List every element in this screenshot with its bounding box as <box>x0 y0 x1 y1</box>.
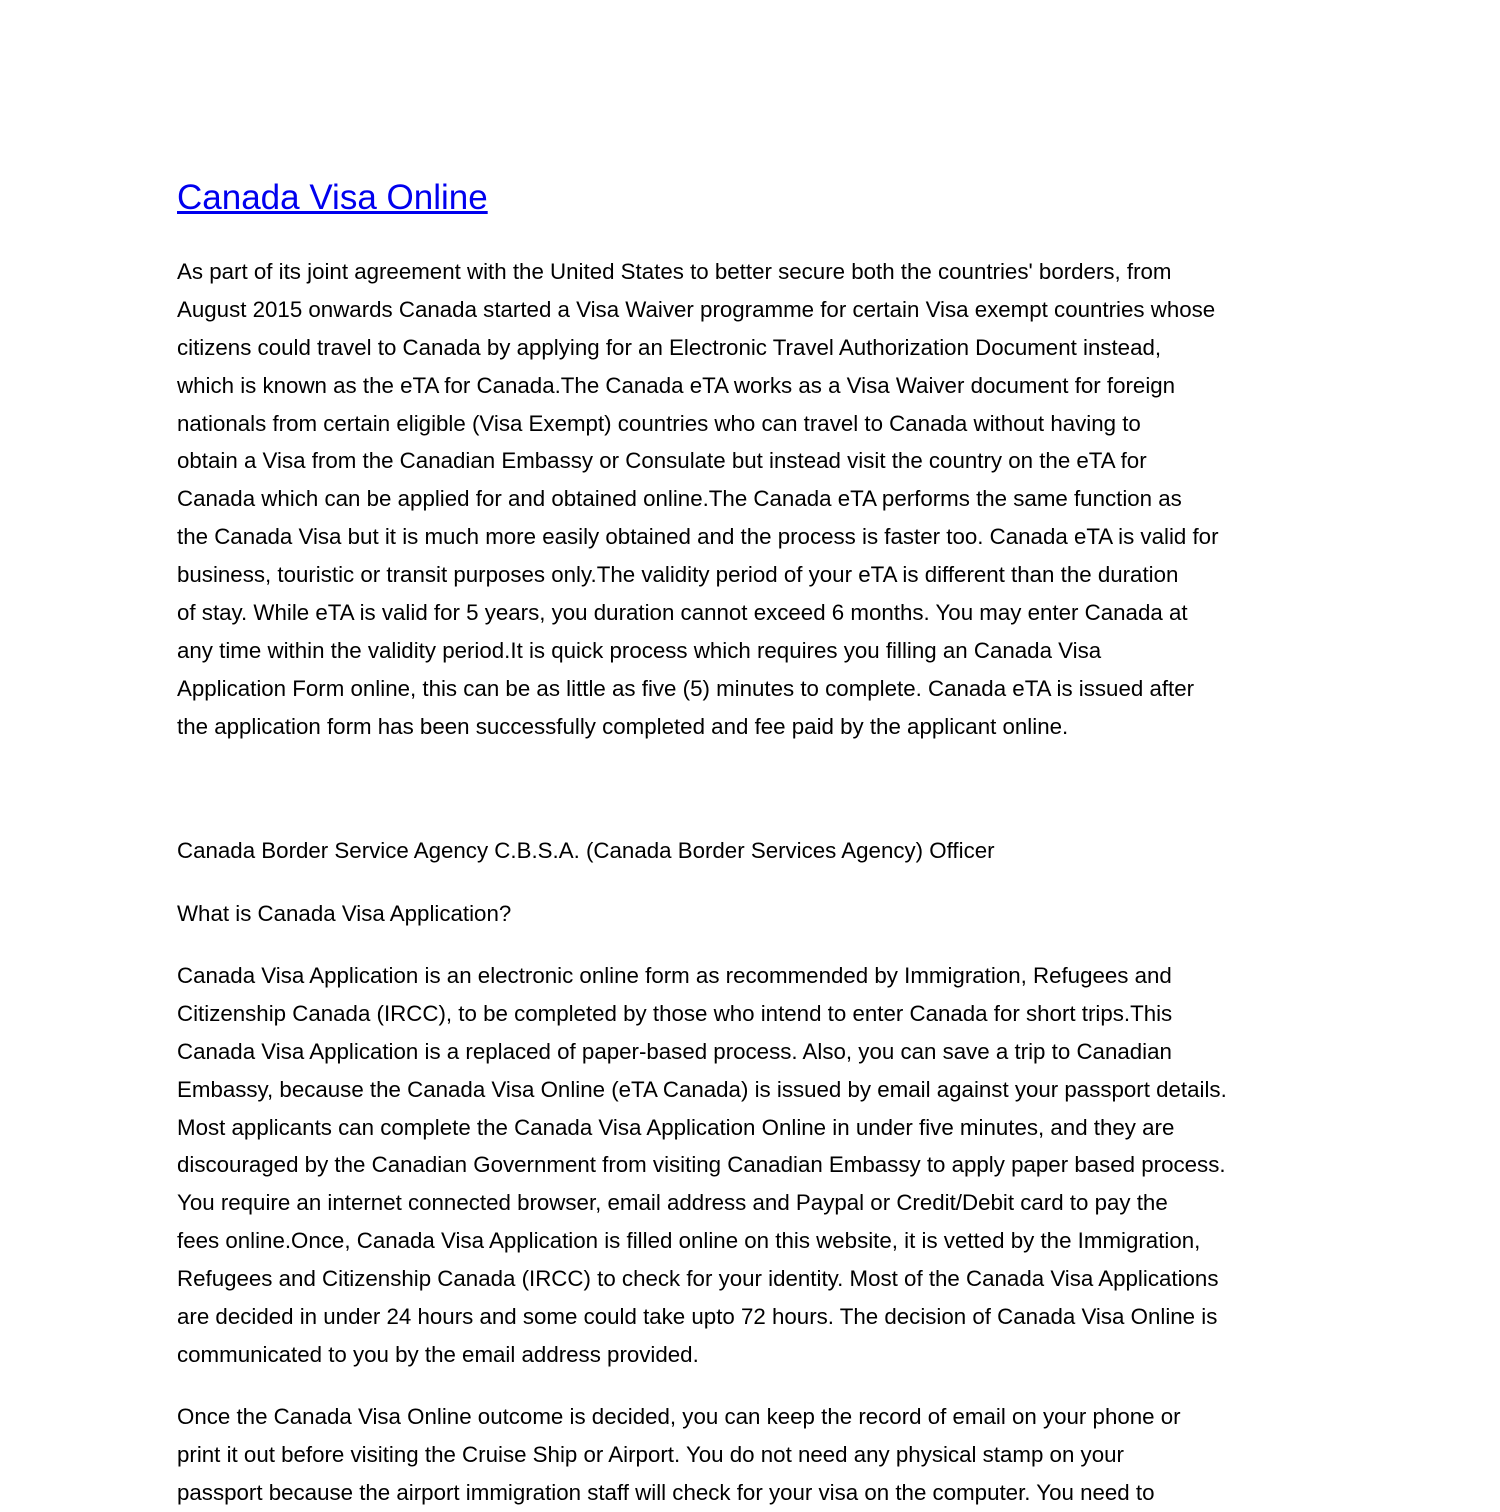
text-line: Refugees and Citizenship Canada (IRCC) to check for your identity. Most of the Canada Visa Applications <box>177 1266 1219 1292</box>
text-line: business, touristic or transit purposes only.The validity period of your eTA is different than the duration <box>177 562 1179 588</box>
paragraph-outcome <box>177 1398 1181 1512</box>
text-line: Canada which can be applied for and obtained online.The Canada eTA performs the same function as <box>177 486 1182 512</box>
text-line: nationals from certain eligible (Visa Exempt) countries who can travel to Canada without having to <box>177 410 1141 436</box>
paragraph-intro <box>177 253 1219 746</box>
text-line: fees online.Once, Canada Visa Application is filled online on this website, it is vetted by the Immigration, <box>177 1228 1201 1254</box>
title-link[interactable]: Canada Visa Online <box>177 178 488 217</box>
text-line: obtain a Visa from the Canadian Embassy or Consulate but instead visit the country on the eTA for <box>177 448 1147 474</box>
question-text: What is Canada Visa Application? <box>177 901 512 926</box>
text-line: Canada Visa Application is an electronic online form as recommended by Immigration, Refugees and <box>177 963 1172 988</box>
text-line: Most applicants can complete the Canada Visa Application Online in under five minutes, and they are <box>177 1114 1175 1140</box>
text-line: print it out before visiting the Cruise Ship or Airport. You do not need any physical stamp on your <box>177 1441 1124 1467</box>
text-line: any time within the validity period.It is quick process which requires you filling an Canada Visa <box>177 637 1102 663</box>
text-line: of stay. While eTA is valid for 5 years, you duration cannot exceed 6 months. You may enter Canada at <box>177 600 1188 626</box>
agency-line <box>177 832 995 870</box>
text-line: the application form has been successfully completed and fee paid by the applicant online. <box>177 713 1069 739</box>
text-line: Canada Visa Application is a replaced of paper-based process. Also, you can save a trip to Canadian <box>177 1038 1172 1064</box>
text-line: which is known as the eTA for Canada.The Canada eTA works as a Visa Waiver document for foreign <box>177 372 1176 398</box>
text-line: August 2015 onwards Canada started a Visa Waiver programme for certain Visa exempt countries whose <box>177 296 1216 322</box>
section-question <box>177 895 511 933</box>
text-line: You require an internet connected browser, email address and Paypal or Credit/Debit card to pay the <box>177 1190 1168 1216</box>
text-line: passport because the airport immigration staff will check for your visa on the computer. You need to <box>177 1479 1155 1505</box>
text-line: the Canada Visa but it is much more easily obtained and the process is faster too. Canada eTA is valid for <box>177 524 1219 550</box>
agency-text: Canada Border Service Agency C.B.S.A. (Canada Border Services Agency) Officer <box>177 838 995 863</box>
text-line: are decided in under 24 hours and some could take upto 72 hours. The decision of Canada Visa Online is <box>177 1304 1218 1330</box>
text-line: Embassy, because the Canada Visa Online (eTA Canada) is issued by email against your passport details. <box>177 1076 1227 1102</box>
text-line: As part of its joint agreement with the United States to better secure both the countries' borders, from <box>177 259 1172 284</box>
text-line: Once the Canada Visa Online outcome is decided, you can keep the record of email on your phone or <box>177 1404 1181 1429</box>
text-line: Citizenship Canada (IRCC), to be completed by those who intend to enter Canada for short trips.This <box>177 1000 1173 1026</box>
text-line: citizens could travel to Canada by applying for an Electronic Travel Authorization Document instead, <box>177 334 1162 360</box>
text-line: Application Form online, this can be as little as five (5) minutes to complete. Canada eTA is issued after <box>177 675 1195 701</box>
text-line: discouraged by the Canadian Government from visiting Canadian Embassy to apply paper based process. <box>177 1152 1226 1178</box>
text-line: communicated to you by the email address provided. <box>177 1341 699 1367</box>
paragraph-application <box>177 957 1227 1374</box>
